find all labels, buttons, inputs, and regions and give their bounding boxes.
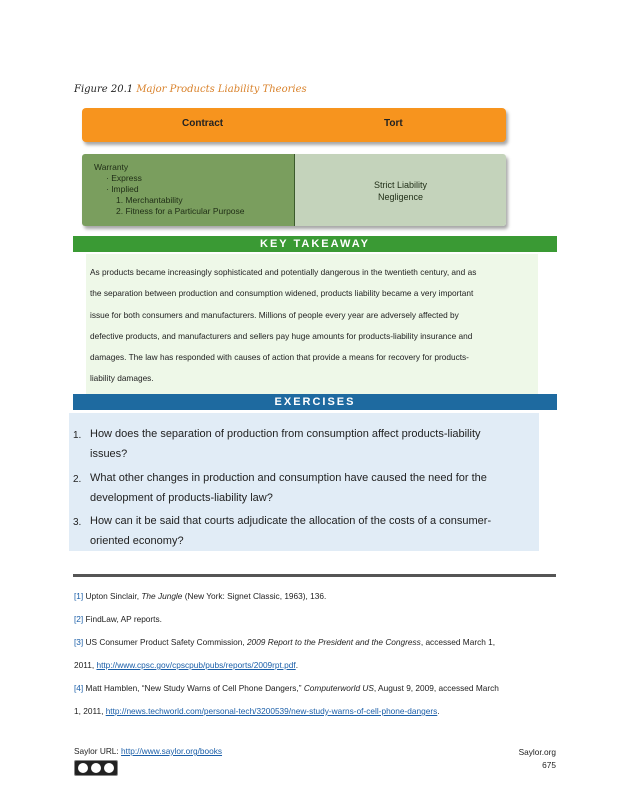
footnote-divider [73,574,556,577]
footnote-ref-3[interactable]: [3] [74,637,84,647]
footer-saylor-url: Saylor URL: http://www.saylor.org/books [74,746,223,756]
key-takeaway-heading: KEY TAKEAWAY [73,236,557,252]
exercise-number: 1. [73,430,82,441]
takeaway-line: defective products, and manufacturers and sellers pay huge amounts for products-liability insurance and [90,330,473,341]
liability-theories-figure [82,108,506,224]
figure-label: Figure 20.1 [74,84,134,95]
exercise-2-line-2: development of products-liability law? [90,492,273,504]
exercise-3-line-1: How can it be said that courts adjudicate the allocation of the costs of a consumer- [90,515,492,527]
takeaway-line: issue for both consumers and manufacturers. Millions of people every year are adversely affected by [90,309,459,320]
footnote-ref-4[interactable]: [4] [74,683,84,693]
express-line: · Express [106,173,142,183]
creative-commons-icon [74,760,118,776]
merchantability-line: 1. Merchantability [116,195,183,205]
key-takeaway-box [86,254,538,394]
exercise-2-line-1: What other changes in production and consumption have caused the need for the [90,472,487,484]
techworld-article-link[interactable]: http://news.techworld.com/personal-tech/3200539/new-study-warns-of-cell-phone-dangers [105,706,438,716]
figure-header-bar [82,108,506,142]
contract-column [82,154,295,226]
implied-line: · Implied [106,184,139,194]
saylor-books-link[interactable]: http://www.saylor.org/books [121,746,223,756]
exercise-number: 3. [73,517,82,528]
exercise-number: 2. [73,474,82,485]
footnote-4: [4] Matt Hamblen, “New Study Warns of Cell Phone Dangers,” Computerworld US, August 9, 2009, accessed March [74,683,499,693]
figure-body [82,154,506,226]
key-takeaway-text [90,262,538,390]
footnote-4-continued: 1, 2011, http://news.techworld.com/personal-tech/3200539/new-study-warns-of-cell-phone-dangers. [74,706,440,716]
exercise-1-line-1: How does the separation of production from consumption affect products-liability [90,428,481,440]
exercises-heading: EXERCISES [73,394,557,410]
cpsc-report-link[interactable]: http://www.cpsc.gov/cpscpub/pubs/reports/2009rpt.pdf [96,660,296,670]
figure-caption [74,84,307,95]
footnote-1: [1] Upton Sinclair, The Jungle (New York: Signet Classic, 1963), 136. [74,591,327,601]
tort-label: Tort [384,118,403,129]
exercises-box [69,413,539,551]
footnote-2: [2] FindLaw, AP reports. [74,614,162,624]
figure-title: Major Products Liability Theories [136,84,307,95]
takeaway-line: damages. The law has responded with causes of action that provide a means for recovery for products- [90,352,469,363]
warranty-line: Warranty [94,162,129,172]
footnote-ref-1[interactable]: [1] [74,591,84,601]
strict-liability-line: Strict Liability [373,180,427,190]
negligence-line: Negligence [377,192,424,202]
takeaway-line: the separation between production and consumption widened, products liability became a very important [90,288,474,299]
footnote-3: [3] US Consumer Product Safety Commission, 2009 Report to the President and the Congress, accessed March 1, [74,637,496,647]
page-number: 675 [542,760,556,770]
footnote-3-continued: 2011, http://www.cpsc.gov/cpscpub/pubs/reports/2009rpt.pdf. [74,660,299,670]
footer-site: Saylor.org [518,747,556,757]
exercise-1-line-2: issues? [90,448,128,460]
takeaway-line: liability damages. [90,373,154,384]
exercise-3-line-2: oriented economy? [90,535,184,547]
takeaway-line: As products became increasingly sophisticated and potentially dangerous in the twentieth century, and as [90,267,477,277]
footnote-ref-2[interactable]: [2] [74,614,84,624]
tort-column [295,154,506,226]
fitness-line: 2. Fitness for a Particular Purpose [116,206,245,216]
footer-right [500,746,556,772]
contract-label: Contract [182,118,224,129]
